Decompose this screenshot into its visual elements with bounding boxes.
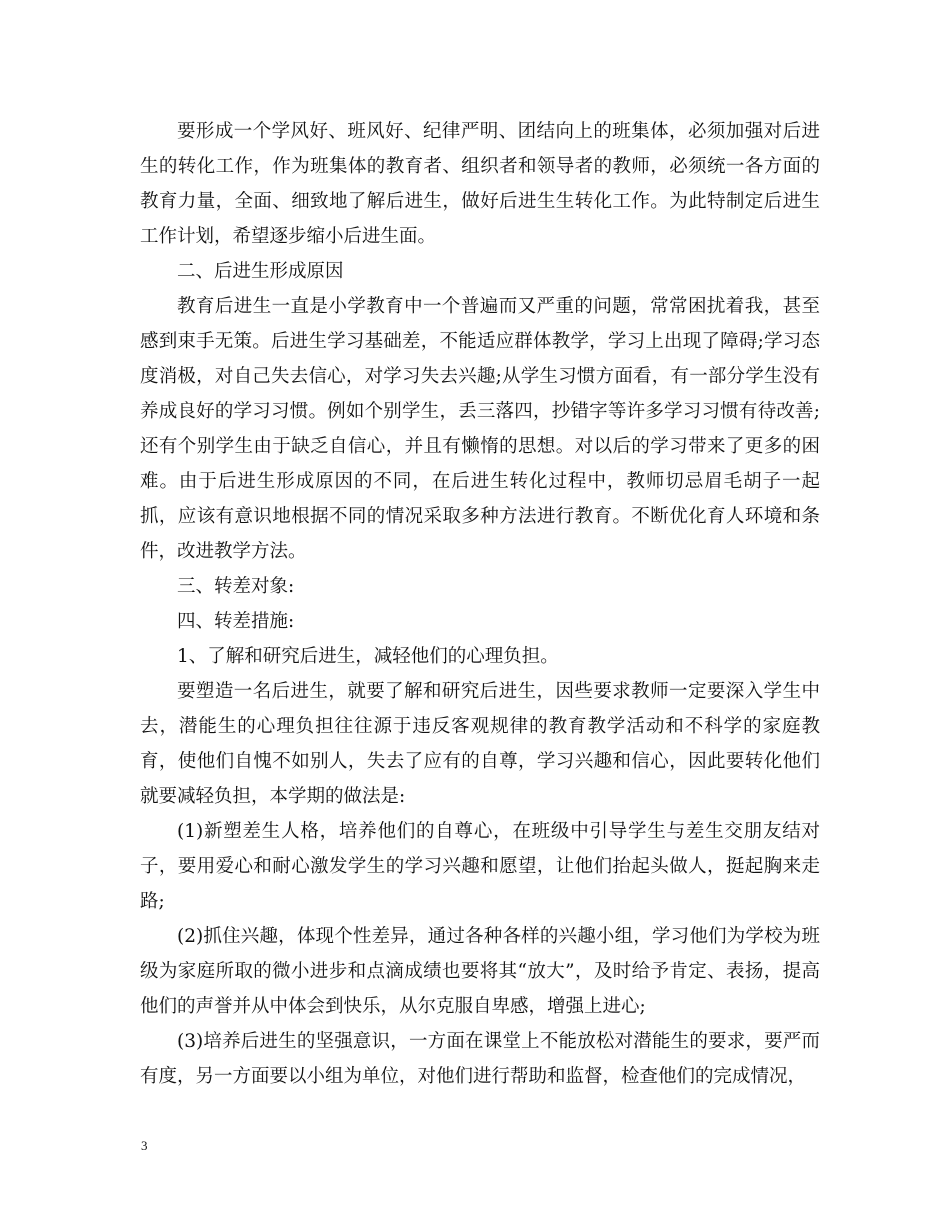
paragraph-intro: 要形成一个学风好、班风好、纪律严明、团结向上的班集体，必须加强对后进生的转化工作，作为班集体的教育者、组织者和领导者的教师，必须统一各方面的教育力量，全面、细致地了解后进生，做好后进生生转化工作。为此特制定后进生工作计划，希望逐步缩小后进生面。	[140, 121, 820, 247]
document-body	[140, 114, 820, 1094]
list-item-2: (2)抓住兴趣，体现个性差异，通过各种各样的兴趣小组，学习他们为学校为班级为家庭所取的微小进步和点滴成绩也要将其“放大”，及时给予肯定、表扬，提高他们的声誉并从中体会到快乐，从尔克服自卑感，增强上进心;	[140, 926, 820, 1017]
list-item-1: (1)新塑差生人格，培养他们的自尊心，在班级中引导学生与差生交朋友结对子，要用爱心和耐心激发学生的学习兴趣和愿望，让他们抬起头做人，挺起胸来走路;	[140, 821, 820, 912]
heading-section-4: 四、转差措施:	[177, 611, 295, 632]
subheading-measure-1: 1、了解和研究后进生，减轻他们的心理负担。	[177, 646, 559, 667]
paragraph-measure-1: 要塑造一名后进生，就要了解和研究后进生，因些要求教师一定要深入学生中去，潜能生的心理负担往往源于违反客观规律的教育教学活动和不科学的家庭教育，使他们自愧不如别人，失去了应有的自尊，学习兴趣和信心，因此要转化他们就要减轻负担，本学期的做法是:	[140, 681, 820, 807]
heading-section-3: 三、转差对象:	[177, 576, 295, 597]
list-item-3: (3)培养后进生的坚强意识，一方面在课堂上不能放松对潜能生的要求，要严而有度，另一方面要以小组为单位，对他们进行帮助和监督，检查他们的完成情况，	[140, 1031, 820, 1087]
page-number: 3	[141, 1138, 148, 1153]
heading-section-2: 二、后进生形成原因	[177, 261, 344, 282]
paragraph-causes: 教育后进生一直是小学教育中一个普遍而又严重的问题，常常困扰着我，甚至感到束手无策。后进生学习基础差，不能适应群体教学，学习上出现了障碍;学习态度消极，对自己失去信心，对学习失去兴趣;从学生习惯方面看，有一部分学生没有养成良好的学习习惯。例如个别学生，丢三落四，抄错字等许多学习习惯有待改善;还有个别学生由于缺乏自信心，并且有懒惰的思想。对以后的学习带来了更多的困难。由于后进生形成原因的不同，在后进生转化过程中，教师切忌眉毛胡子一起抓，应该有意识地根据不同的情况采取多种方法进行教育。不断优化育人环境和条件，改进教学方法。	[140, 296, 820, 562]
